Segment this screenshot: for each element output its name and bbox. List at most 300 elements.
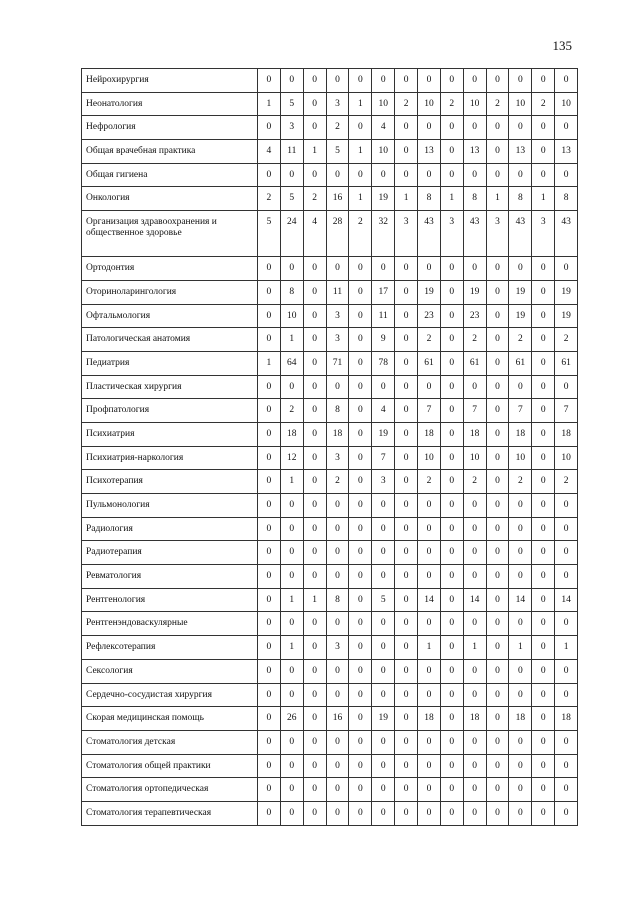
value-cell: 0 <box>486 351 509 375</box>
value-cell: 13 <box>555 140 578 164</box>
value-cell: 0 <box>349 517 372 541</box>
specialty-name-cell: Онкология <box>82 187 258 211</box>
value-cell: 0 <box>532 801 555 825</box>
value-cell: 0 <box>349 565 372 589</box>
value-cell: 28 <box>326 211 349 257</box>
value-cell: 0 <box>258 730 281 754</box>
value-cell: 0 <box>372 517 395 541</box>
value-cell: 0 <box>486 659 509 683</box>
value-cell: 1 <box>349 140 372 164</box>
value-cell: 0 <box>395 588 418 612</box>
value-cell: 4 <box>258 140 281 164</box>
value-cell: 0 <box>395 116 418 140</box>
value-cell: 0 <box>280 69 303 93</box>
value-cell: 26 <box>280 707 303 731</box>
value-cell: 13 <box>509 140 532 164</box>
value-cell: 0 <box>463 69 486 93</box>
value-cell: 43 <box>509 211 532 257</box>
value-cell: 0 <box>280 730 303 754</box>
value-cell: 0 <box>372 69 395 93</box>
value-cell: 0 <box>509 730 532 754</box>
value-cell: 0 <box>486 140 509 164</box>
specialty-name-cell: Психиатрия-наркология <box>82 446 258 470</box>
value-cell: 0 <box>463 730 486 754</box>
value-cell: 78 <box>372 351 395 375</box>
value-cell: 0 <box>280 257 303 281</box>
value-cell: 0 <box>418 801 441 825</box>
value-cell: 0 <box>372 683 395 707</box>
table-row <box>82 280 578 304</box>
table-row <box>82 351 578 375</box>
value-cell: 0 <box>440 565 463 589</box>
value-cell: 0 <box>555 517 578 541</box>
value-cell: 18 <box>326 422 349 446</box>
value-cell: 0 <box>326 612 349 636</box>
value-cell: 0 <box>418 659 441 683</box>
value-cell: 32 <box>372 211 395 257</box>
value-cell: 0 <box>349 422 372 446</box>
value-cell: 0 <box>463 257 486 281</box>
table-row <box>82 517 578 541</box>
value-cell: 0 <box>418 257 441 281</box>
specialty-name-cell: Ортодонтия <box>82 257 258 281</box>
value-cell: 0 <box>532 778 555 802</box>
specialty-name-cell: Стоматология детская <box>82 730 258 754</box>
value-cell: 0 <box>349 754 372 778</box>
value-cell: 0 <box>532 494 555 518</box>
value-cell: 0 <box>509 517 532 541</box>
specialty-name-cell: Сердечно-сосудистая хирургия <box>82 683 258 707</box>
value-cell: 0 <box>258 494 281 518</box>
value-cell: 0 <box>509 541 532 565</box>
table-row <box>82 69 578 93</box>
value-cell: 0 <box>440 280 463 304</box>
value-cell: 0 <box>280 565 303 589</box>
value-cell: 0 <box>372 494 395 518</box>
value-cell: 7 <box>418 399 441 423</box>
value-cell: 0 <box>303 778 326 802</box>
value-cell: 10 <box>509 92 532 116</box>
specialty-name-cell: Ревматология <box>82 565 258 589</box>
value-cell: 8 <box>418 187 441 211</box>
value-cell: 0 <box>440 778 463 802</box>
value-cell: 0 <box>258 778 281 802</box>
specialty-name-cell: Общая врачебная практика <box>82 140 258 164</box>
value-cell: 0 <box>509 375 532 399</box>
value-cell: 0 <box>303 730 326 754</box>
value-cell: 0 <box>532 116 555 140</box>
specialty-name-cell: Профпатология <box>82 399 258 423</box>
value-cell: 0 <box>440 588 463 612</box>
value-cell: 0 <box>395 494 418 518</box>
value-cell: 0 <box>486 494 509 518</box>
value-cell: 0 <box>372 541 395 565</box>
value-cell: 3 <box>280 116 303 140</box>
value-cell: 1 <box>395 187 418 211</box>
value-cell: 10 <box>280 304 303 328</box>
value-cell: 0 <box>555 801 578 825</box>
value-cell: 0 <box>372 257 395 281</box>
value-cell: 14 <box>509 588 532 612</box>
value-cell: 0 <box>463 754 486 778</box>
value-cell: 0 <box>349 116 372 140</box>
value-cell: 0 <box>349 399 372 423</box>
value-cell: 18 <box>463 422 486 446</box>
value-cell: 0 <box>395 446 418 470</box>
value-cell: 0 <box>303 399 326 423</box>
value-cell: 0 <box>258 69 281 93</box>
value-cell: 0 <box>463 612 486 636</box>
value-cell: 5 <box>280 187 303 211</box>
value-cell: 0 <box>326 257 349 281</box>
value-cell: 0 <box>326 754 349 778</box>
specialty-name-cell: Скорая медицинская помощь <box>82 707 258 731</box>
value-cell: 61 <box>509 351 532 375</box>
value-cell: 0 <box>532 351 555 375</box>
value-cell: 0 <box>303 257 326 281</box>
value-cell: 0 <box>486 375 509 399</box>
value-cell: 0 <box>280 612 303 636</box>
value-cell: 0 <box>440 69 463 93</box>
value-cell: 0 <box>532 422 555 446</box>
value-cell: 4 <box>372 399 395 423</box>
value-cell: 2 <box>463 470 486 494</box>
value-cell: 2 <box>418 470 441 494</box>
value-cell: 0 <box>395 375 418 399</box>
value-cell: 0 <box>532 375 555 399</box>
specialty-name-cell: Педиатрия <box>82 351 258 375</box>
value-cell: 3 <box>326 446 349 470</box>
table-row <box>82 801 578 825</box>
specialty-name-cell: Пластическая хирургия <box>82 375 258 399</box>
value-cell: 0 <box>258 422 281 446</box>
value-cell: 1 <box>486 187 509 211</box>
value-cell: 0 <box>303 116 326 140</box>
value-cell: 0 <box>372 659 395 683</box>
value-cell: 0 <box>555 69 578 93</box>
value-cell: 5 <box>280 92 303 116</box>
value-cell: 0 <box>349 778 372 802</box>
value-cell: 2 <box>349 211 372 257</box>
value-cell: 0 <box>280 778 303 802</box>
table-row <box>82 187 578 211</box>
value-cell: 0 <box>395 280 418 304</box>
value-cell: 0 <box>440 494 463 518</box>
value-cell: 0 <box>418 730 441 754</box>
value-cell: 0 <box>395 612 418 636</box>
value-cell: 0 <box>303 328 326 352</box>
specialty-name-cell: Нефрология <box>82 116 258 140</box>
value-cell: 0 <box>326 494 349 518</box>
value-cell: 0 <box>326 801 349 825</box>
value-cell: 1 <box>555 636 578 660</box>
specialty-name-cell: Пульмонология <box>82 494 258 518</box>
value-cell: 0 <box>326 163 349 187</box>
value-cell: 0 <box>303 375 326 399</box>
value-cell: 0 <box>258 636 281 660</box>
value-cell: 43 <box>418 211 441 257</box>
value-cell: 1 <box>280 470 303 494</box>
table-row <box>82 211 578 257</box>
value-cell: 0 <box>326 730 349 754</box>
value-cell: 0 <box>509 683 532 707</box>
value-cell: 0 <box>486 683 509 707</box>
value-cell: 0 <box>303 565 326 589</box>
value-cell: 0 <box>463 801 486 825</box>
value-cell: 0 <box>326 778 349 802</box>
value-cell: 0 <box>349 446 372 470</box>
value-cell: 18 <box>509 422 532 446</box>
value-cell: 0 <box>326 375 349 399</box>
value-cell: 0 <box>555 612 578 636</box>
value-cell: 0 <box>372 801 395 825</box>
table-row <box>82 494 578 518</box>
value-cell: 2 <box>280 399 303 423</box>
value-cell: 2 <box>486 92 509 116</box>
value-cell: 2 <box>555 328 578 352</box>
value-cell: 0 <box>258 304 281 328</box>
value-cell: 10 <box>463 446 486 470</box>
value-cell: 0 <box>280 517 303 541</box>
value-cell: 0 <box>395 328 418 352</box>
value-cell: 0 <box>486 328 509 352</box>
table-row <box>82 140 578 164</box>
value-cell: 0 <box>509 494 532 518</box>
value-cell: 1 <box>440 187 463 211</box>
value-cell: 0 <box>326 517 349 541</box>
value-cell: 0 <box>532 636 555 660</box>
table-row <box>82 375 578 399</box>
specialty-name-cell: Стоматология общей практики <box>82 754 258 778</box>
value-cell: 0 <box>440 659 463 683</box>
value-cell: 0 <box>326 541 349 565</box>
value-cell: 0 <box>395 517 418 541</box>
value-cell: 0 <box>509 116 532 140</box>
value-cell: 0 <box>440 257 463 281</box>
value-cell: 0 <box>258 446 281 470</box>
value-cell: 2 <box>395 92 418 116</box>
value-cell: 0 <box>486 636 509 660</box>
value-cell: 0 <box>349 683 372 707</box>
value-cell: 0 <box>303 304 326 328</box>
value-cell: 0 <box>463 541 486 565</box>
value-cell: 0 <box>395 304 418 328</box>
value-cell: 0 <box>349 801 372 825</box>
value-cell: 2 <box>326 470 349 494</box>
value-cell: 0 <box>258 659 281 683</box>
value-cell: 0 <box>395 470 418 494</box>
value-cell: 0 <box>463 375 486 399</box>
value-cell: 0 <box>440 707 463 731</box>
value-cell: 0 <box>395 351 418 375</box>
value-cell: 0 <box>303 351 326 375</box>
value-cell: 1 <box>349 92 372 116</box>
value-cell: 0 <box>555 754 578 778</box>
value-cell: 0 <box>532 140 555 164</box>
value-cell: 0 <box>258 517 281 541</box>
value-cell: 0 <box>555 163 578 187</box>
value-cell: 0 <box>280 683 303 707</box>
value-cell: 0 <box>280 541 303 565</box>
value-cell: 0 <box>303 92 326 116</box>
value-cell: 12 <box>280 446 303 470</box>
value-cell: 0 <box>486 778 509 802</box>
value-cell: 0 <box>349 707 372 731</box>
value-cell: 0 <box>440 517 463 541</box>
value-cell: 0 <box>532 517 555 541</box>
value-cell: 14 <box>463 588 486 612</box>
value-cell: 0 <box>532 163 555 187</box>
table-row <box>82 304 578 328</box>
value-cell: 0 <box>440 612 463 636</box>
value-cell: 0 <box>349 494 372 518</box>
table-row <box>82 707 578 731</box>
value-cell: 0 <box>509 778 532 802</box>
value-cell: 2 <box>326 116 349 140</box>
value-cell: 0 <box>395 730 418 754</box>
value-cell: 0 <box>349 659 372 683</box>
value-cell: 0 <box>303 163 326 187</box>
value-cell: 0 <box>303 636 326 660</box>
value-cell: 0 <box>303 517 326 541</box>
value-cell: 0 <box>372 375 395 399</box>
value-cell: 0 <box>303 754 326 778</box>
value-cell: 0 <box>258 588 281 612</box>
value-cell: 0 <box>486 163 509 187</box>
table-row <box>82 92 578 116</box>
value-cell: 1 <box>280 328 303 352</box>
value-cell: 0 <box>258 612 281 636</box>
value-cell: 0 <box>303 494 326 518</box>
table-row <box>82 470 578 494</box>
value-cell: 0 <box>280 801 303 825</box>
value-cell: 0 <box>303 470 326 494</box>
value-cell: 3 <box>326 328 349 352</box>
value-cell: 3 <box>372 470 395 494</box>
value-cell: 1 <box>418 636 441 660</box>
value-cell: 1 <box>303 588 326 612</box>
value-cell: 0 <box>280 659 303 683</box>
specialty-name-cell: Сексология <box>82 659 258 683</box>
value-cell: 7 <box>372 446 395 470</box>
value-cell: 13 <box>463 140 486 164</box>
value-cell: 18 <box>418 422 441 446</box>
value-cell: 0 <box>440 304 463 328</box>
specialty-name-cell: Оториноларингология <box>82 280 258 304</box>
value-cell: 0 <box>486 280 509 304</box>
value-cell: 0 <box>486 257 509 281</box>
value-cell: 2 <box>418 328 441 352</box>
value-cell: 0 <box>440 470 463 494</box>
value-cell: 0 <box>395 707 418 731</box>
specialty-name-cell: Патологическая анатомия <box>82 328 258 352</box>
value-cell: 10 <box>555 92 578 116</box>
value-cell: 0 <box>258 754 281 778</box>
value-cell: 0 <box>349 163 372 187</box>
value-cell: 19 <box>418 280 441 304</box>
value-cell: 0 <box>280 494 303 518</box>
value-cell: 0 <box>440 636 463 660</box>
value-cell: 0 <box>440 422 463 446</box>
value-cell: 0 <box>418 375 441 399</box>
value-cell: 23 <box>418 304 441 328</box>
value-cell: 0 <box>440 328 463 352</box>
value-cell: 0 <box>555 375 578 399</box>
value-cell: 0 <box>303 612 326 636</box>
value-cell: 10 <box>372 92 395 116</box>
specialty-name-cell: Рентгенология <box>82 588 258 612</box>
value-cell: 18 <box>280 422 303 446</box>
value-cell: 2 <box>555 470 578 494</box>
value-cell: 0 <box>372 754 395 778</box>
value-cell: 0 <box>303 707 326 731</box>
value-cell: 0 <box>395 683 418 707</box>
value-cell: 3 <box>326 636 349 660</box>
value-cell: 0 <box>349 280 372 304</box>
value-cell: 0 <box>555 116 578 140</box>
value-cell: 0 <box>303 801 326 825</box>
value-cell: 1 <box>532 187 555 211</box>
table-row <box>82 116 578 140</box>
value-cell: 0 <box>532 399 555 423</box>
value-cell: 0 <box>463 116 486 140</box>
value-cell: 1 <box>349 187 372 211</box>
value-cell: 0 <box>349 470 372 494</box>
value-cell: 7 <box>555 399 578 423</box>
value-cell: 0 <box>440 375 463 399</box>
value-cell: 17 <box>372 280 395 304</box>
specialty-name-cell: Рентгенэндоваскулярные <box>82 612 258 636</box>
value-cell: 0 <box>349 304 372 328</box>
value-cell: 10 <box>463 92 486 116</box>
value-cell: 0 <box>463 565 486 589</box>
value-cell: 0 <box>440 351 463 375</box>
value-cell: 19 <box>509 304 532 328</box>
value-cell: 3 <box>326 92 349 116</box>
value-cell: 19 <box>509 280 532 304</box>
value-cell: 0 <box>555 778 578 802</box>
value-cell: 61 <box>555 351 578 375</box>
value-cell: 0 <box>258 801 281 825</box>
value-cell: 0 <box>372 730 395 754</box>
value-cell: 0 <box>258 375 281 399</box>
value-cell: 19 <box>463 280 486 304</box>
value-cell: 0 <box>509 69 532 93</box>
value-cell: 0 <box>395 541 418 565</box>
value-cell: 0 <box>258 707 281 731</box>
value-cell: 43 <box>463 211 486 257</box>
value-cell: 0 <box>258 257 281 281</box>
value-cell: 0 <box>463 778 486 802</box>
specialty-name-cell: Стоматология терапевтическая <box>82 801 258 825</box>
value-cell: 0 <box>372 636 395 660</box>
specialty-name-cell: Радиология <box>82 517 258 541</box>
value-cell: 0 <box>509 659 532 683</box>
value-cell: 0 <box>258 328 281 352</box>
specialty-name-cell: Нейрохирургия <box>82 69 258 93</box>
value-cell: 0 <box>532 683 555 707</box>
value-cell: 0 <box>349 351 372 375</box>
value-cell: 2 <box>463 328 486 352</box>
value-cell: 0 <box>555 683 578 707</box>
table-row <box>82 754 578 778</box>
value-cell: 0 <box>418 116 441 140</box>
value-cell: 16 <box>326 187 349 211</box>
value-cell: 71 <box>326 351 349 375</box>
value-cell: 0 <box>258 683 281 707</box>
value-cell: 10 <box>418 446 441 470</box>
value-cell: 24 <box>280 211 303 257</box>
